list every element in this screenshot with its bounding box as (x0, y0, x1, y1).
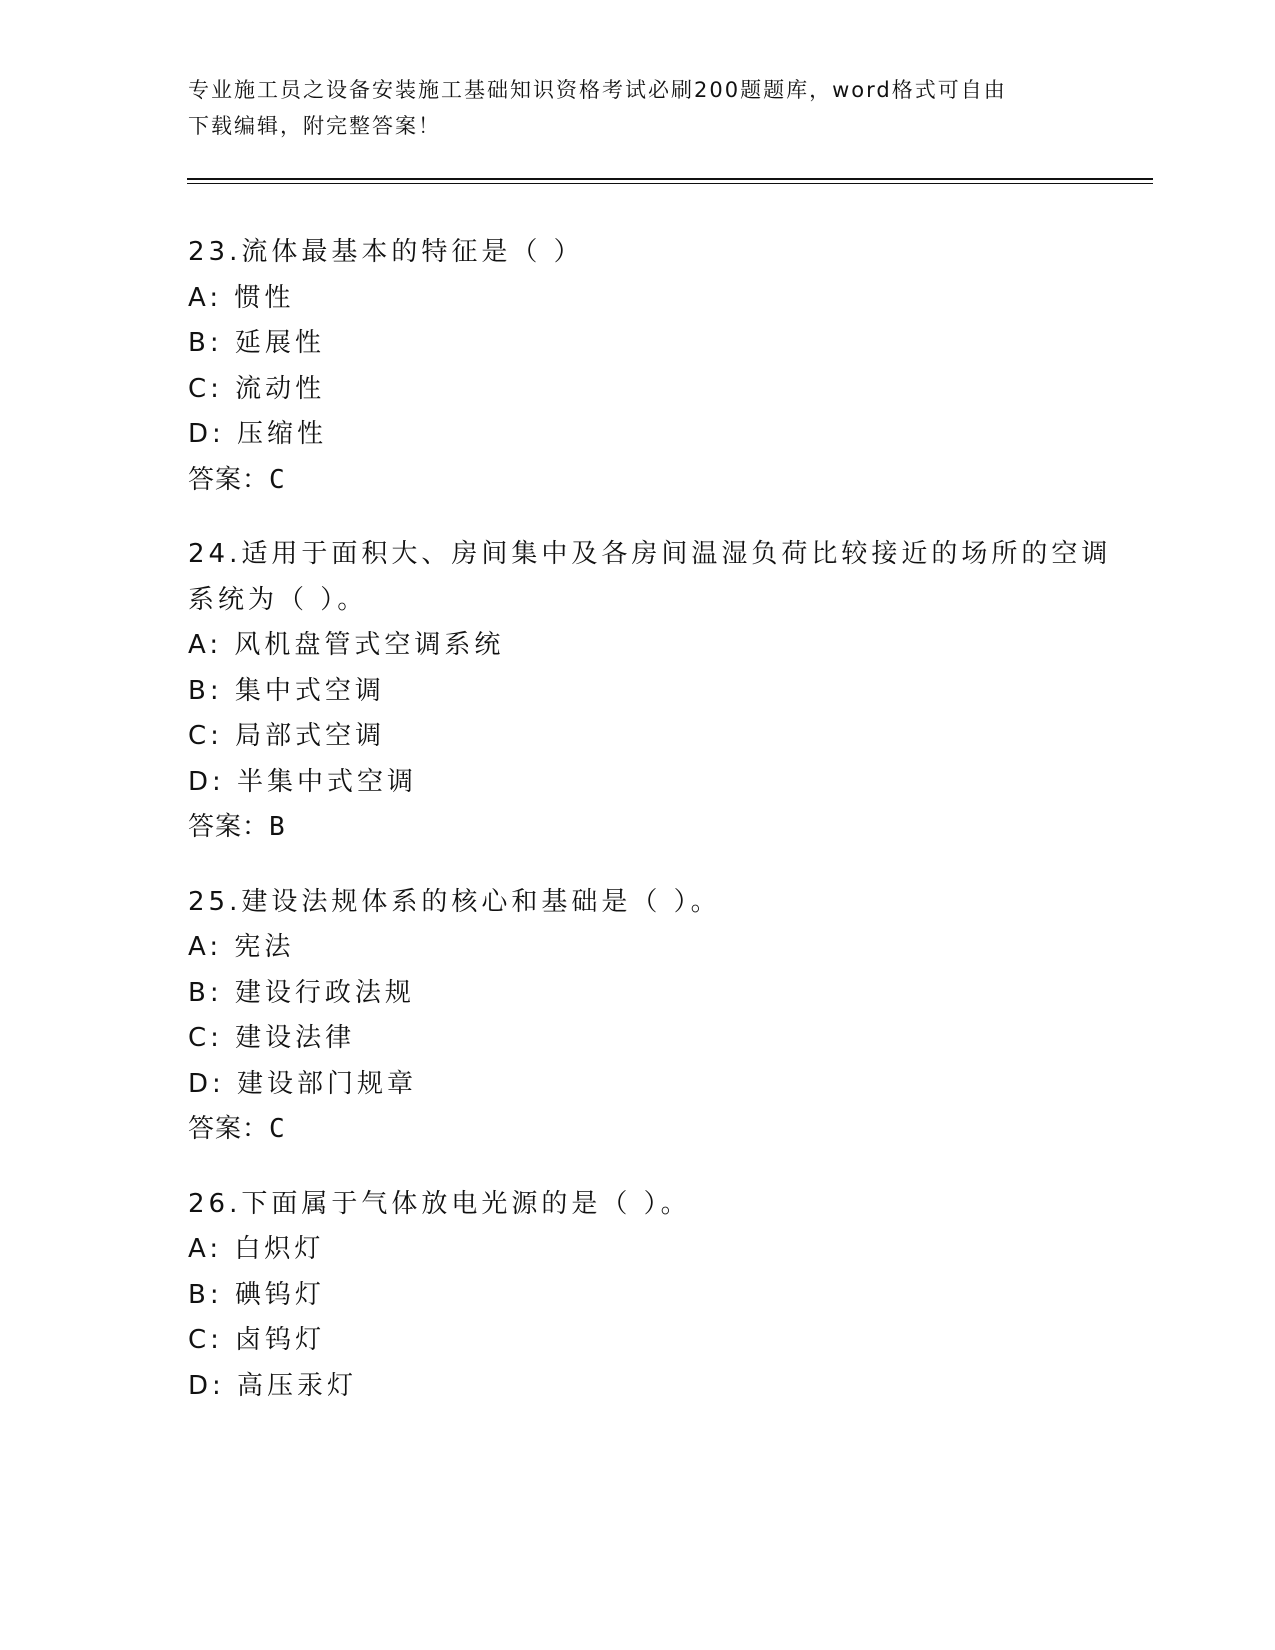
question-26 (188, 1182, 1088, 1410)
answer-line (188, 805, 1088, 851)
option-d: D: 建设部门规章 (188, 1068, 418, 1099)
option-b: B: 建设行政法规 (188, 977, 415, 1008)
answer-label: 答案： (188, 1114, 270, 1144)
option-b: B: 碘钨灯 (188, 1279, 325, 1310)
option-c: C: 流动性 (188, 373, 326, 404)
option-d: D: 高压汞灯 (188, 1370, 358, 1401)
question-stem: 26.下面属于气体放电光源的是（ ）。 (188, 1188, 691, 1219)
option-a: A: 惯性 (188, 282, 295, 313)
option-c: C: 局部式空调 (188, 721, 386, 751)
question-stem: 23.流体最基本的特征是（ ） (188, 237, 584, 267)
header-title-line-2: 下载编辑，附完整答案！ (188, 114, 441, 138)
document-header (188, 72, 1088, 144)
question-23 (188, 230, 1088, 503)
answer-value: B (269, 812, 285, 842)
answer-value: C (269, 1114, 285, 1144)
answer-label: 答案： (188, 464, 270, 495)
option-a: A: 白炽灯 (188, 1234, 325, 1264)
answer-line (188, 1107, 1088, 1153)
answer-line (188, 458, 1088, 504)
option-c: C: 建设法律 (188, 1023, 356, 1053)
option-b: B: 集中式空调 (188, 675, 385, 706)
question-24 (188, 532, 1112, 851)
question-stem-line-1: 24.适用于面积大、房间集中及各房间温湿负荷比较接近的场所的空调 (188, 539, 1112, 569)
option-d: D: 半集中式空调 (188, 766, 418, 797)
answer-value: C (269, 464, 285, 495)
header-divider-thick (187, 178, 1153, 180)
question-stem-line-2: 系统为（ ）。 (188, 584, 368, 615)
question-list (188, 230, 1112, 1438)
answer-label: 答案： (188, 812, 270, 842)
question-stem: 25.建设法规体系的核心和基础是（ ）。 (188, 886, 721, 917)
header-divider-thin (187, 183, 1153, 184)
option-c: C: 卤钨灯 (188, 1325, 326, 1355)
option-a: A: 风机盘管式空调系统 (188, 630, 505, 660)
question-25 (188, 880, 1088, 1153)
header-title-line-1: 专业施工员之设备安装施工基础知识资格考试必刷200题题库，word格式可自由 (188, 78, 1007, 102)
option-b: B: 延展性 (188, 328, 325, 358)
option-a: A: 宪法 (188, 932, 295, 962)
option-d: D: 压缩性 (188, 419, 328, 449)
